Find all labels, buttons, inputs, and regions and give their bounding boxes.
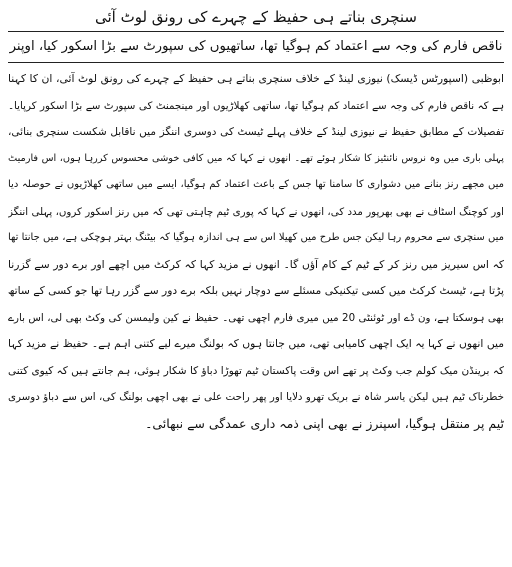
article-line: اور کوچنگ اسٹاف نے بھی بھرپور مدد کی، انھوں نے کہا کہ پوری ٹیم چاہتی تھی کہ میں رنز اسکور کروں، پہلی اننگز <box>8 205 504 218</box>
article-line: کہ اس سیریز میں رنز کر کے ٹیم کے کام آؤں گا۔ انھوں نے مزید کہا کہ کرکٹ میں اچھے اور برے دور سے گزرنا <box>8 257 504 271</box>
article-line: خطرناک ٹیم ہیں لیکن یاسر شاہ نے بریک تھرو دلایا اور پھر راحت علی نے بھی اچھی بولنگ کی، اس سے دباؤ دوسری <box>8 391 504 403</box>
article-line: ہے کہ ناقص فارم کی وجہ سے اعتماد کم ہوگیا تھا، ساتھی کھلاڑیوں اور مینجمنٹ کی سپورٹ سے بڑا اسکور کرپایا۔ <box>8 99 504 112</box>
article-line: میں انھوں نے کہا یہ ایک اچھی کامیابی تھی، میں جانتا ہوں کہ بولنگ میرے لیے کتنی اہم ہے۔ حفیظ نے مزید کہا <box>8 337 504 350</box>
article-line: تفصیلات کے مطابق حفیظ نے نیوزی لینڈ کے خلاف پہلے ٹیسٹ کی دوسری اننگز میں ناقابل شکست سنچری بنائی، <box>8 126 504 138</box>
article-line: میں مجھے رنز بنانے میں دشواری کا سامنا تھا جس کے باعث اعتماد کم ہوگیا، ایسے میں ساتھی کھلاڑیوں نے حوصلہ دیا <box>8 179 504 190</box>
article-line: پڑتا ہے، ٹیسٹ کرکٹ میں کسی تیکنیکی مسئلے سے دوچار نہیں بلکہ برے دور سے گزر رہا تھا جو کسی کے ساتھ <box>8 284 504 297</box>
article-line: میں سنچری سے محروم رہا لیکن جس طرح میں کھیلا اس سے ہی اندازہ ہوگیا کہ بیٹنگ بہتر ہوچکی ہے، میں جانتا تھا <box>8 232 504 243</box>
article-line: بھی ہوسکتا ہے، ون ڈے اور ٹوئنٹی 20 میں میری فارم اچھی تھی۔ حفیظ نے کین ولیمسن کی وکٹ بھی لی، اس بارے <box>8 311 504 324</box>
article-line: ٹیم پر منتقل ہوگیا، اسپنرز نے بھی اپنی ذمہ داری عمدگی سے نبھائی۔ <box>145 415 504 431</box>
headline: سنچری بناتے ہی حفیظ کے چہرے کی رونق لوٹ آئی <box>94 8 418 26</box>
subheadline: ناقص فارم کی وجہ سے اعتماد کم ہوگیا تھا، ساتھیوں کی سپورٹ سے بڑا اسکور کیا، اوپنر <box>8 31 504 63</box>
article-line: پہلی باری میں وہ نروس نائنٹیز کا شکار ہوئے تھے۔ انھوں نے کہا کہ میں کافی خوشی محسوس کررہا ہوں، اس فارمیٹ <box>8 152 504 164</box>
article-line: ابوظبی (اسپورٹس ڈیسک) نیوزی لینڈ کے خلاف سنچری بناتے ہی حفیظ کے چہرے کی رونق لوٹ آئی، ان کا کہنا <box>8 72 504 85</box>
article-line: کہ برینڈن میک کولم جب وکٹ پر تھے اس وقت پاکستان ٹیم تھوڑا دباؤ کا شکار ہوئی، ہم جانتے ہیں کہ کیوی کتنی <box>8 364 504 377</box>
article-body <box>8 66 504 437</box>
